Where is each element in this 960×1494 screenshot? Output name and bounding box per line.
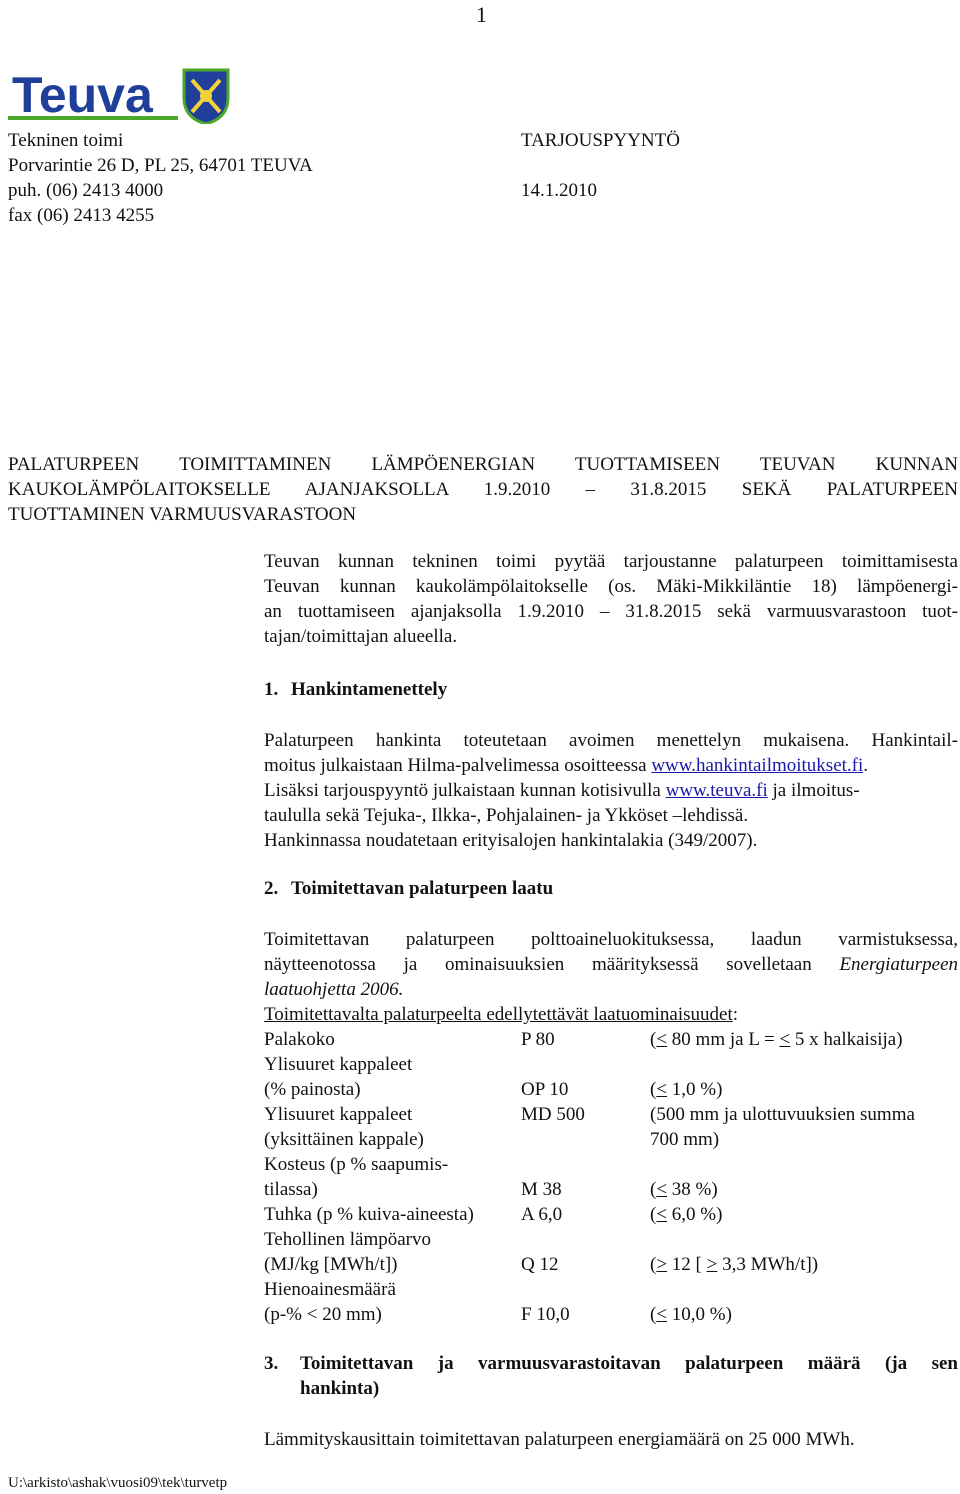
section-2-line-2-italic: Energiaturpeen bbox=[839, 954, 958, 975]
table-cell-property: (MJ/kg [MWh/t]) bbox=[264, 1254, 398, 1275]
table-limit-part: 1,0 %) bbox=[667, 1079, 723, 1100]
table-limit-part: < bbox=[656, 1179, 668, 1200]
section-1-heading bbox=[264, 677, 447, 702]
requirements-heading-text: Toimitettavalta palaturpeelta edellytettävät laatuominaisuudet bbox=[264, 1004, 733, 1025]
hilma-link[interactable]: www.hankintailmoitukset.fi bbox=[651, 755, 864, 776]
section-2-heading bbox=[264, 876, 553, 901]
intro-line-3: an tuottamiseen ajanjaksolla 1.9.2010 – 31.8.2015 sekä varmuusvarastoon tuot- bbox=[264, 601, 958, 622]
page-number: 1 bbox=[476, 2, 487, 27]
table-cell-class: P 80 bbox=[521, 1029, 555, 1050]
section-3-text: Lämmityskausittain toimitettavan palaturpeen energiamäärä on 25 000 MWh. bbox=[264, 1429, 855, 1450]
org-address: Porvarintie 26 D, PL 25, 64701 TEUVA bbox=[8, 155, 313, 176]
table-limit-part: > bbox=[656, 1254, 668, 1275]
table-cell-property: Tehollinen lämpöarvo bbox=[264, 1229, 431, 1250]
table-cell-property: Ylisuuret kappaleet bbox=[264, 1054, 413, 1075]
section-1-line-3-text: Lisäksi tarjouspyyntö julkaistaan kunnan kotisivulla bbox=[264, 780, 666, 801]
teuva-logo-graphic bbox=[8, 68, 230, 124]
logo-wordmark: Teuva bbox=[12, 68, 153, 123]
org-phone: puh. (06) 2413 4000 bbox=[8, 180, 164, 201]
table-cell-property: (yksittäinen kappale) bbox=[264, 1129, 424, 1150]
table-limit-part: 700 mm) bbox=[650, 1129, 720, 1150]
table-limit-part: 6,0 %) bbox=[667, 1204, 723, 1225]
table-limit-part: 5 x halkaisija) bbox=[790, 1029, 903, 1050]
org-name: Tekninen toimi bbox=[8, 130, 124, 151]
table-limit-part: ( bbox=[650, 1254, 657, 1275]
table-limit-part: < bbox=[656, 1079, 668, 1100]
section-2-line-1: Toimitettavan palaturpeen polttoaineluokituksessa, laadun varmistuksessa, bbox=[264, 929, 958, 950]
footer-file-path: U:\arkisto\ashak\vuosi09\tek\turvetp bbox=[8, 1475, 228, 1491]
table-limit-part: < bbox=[656, 1304, 668, 1325]
section-1-line-4: taululla sekä Tejuka-, Ilkka-, Pohjalainen- ja Ykköset –lehdissä. bbox=[264, 805, 749, 826]
section-2-number: 2. bbox=[264, 878, 279, 899]
section-1-number: 1. bbox=[264, 679, 279, 700]
section-2-line-2-text: näytteenotossa ja ominaisuuksien määrityksessä sovelletaan bbox=[264, 954, 840, 975]
table-limit-part: < bbox=[656, 1029, 668, 1050]
section-3-number: 3. bbox=[264, 1353, 279, 1374]
table-cell-limit bbox=[650, 1252, 818, 1277]
table-cell-property: tilassa) bbox=[264, 1179, 318, 1200]
table-cell-limit bbox=[650, 1102, 915, 1127]
table-cell-class: OP 10 bbox=[521, 1079, 569, 1100]
teuva-logo bbox=[8, 68, 230, 124]
table-cell-limit bbox=[650, 1177, 718, 1202]
table-cell-property: Ylisuuret kappaleet bbox=[264, 1104, 413, 1125]
table-cell-property: (% painosta) bbox=[264, 1079, 361, 1100]
title-line-1: PALATURPEEN TOIMITTAMINEN LÄMPÖENERGIAN TUOTTAMISEEN TEUVAN KUNNAN bbox=[8, 454, 958, 475]
table-cell-limit bbox=[650, 1027, 903, 1052]
table-limit-part: < bbox=[656, 1204, 668, 1225]
table-limit-part: ( bbox=[650, 1204, 657, 1225]
section-2-line-3: laatuohjetta 2006. bbox=[264, 979, 404, 1000]
section-1-line-3 bbox=[264, 778, 860, 803]
table-cell-property: Tuhka (p % kuiva-aineesta) bbox=[264, 1204, 474, 1225]
table-limit-part: ( bbox=[650, 1179, 657, 1200]
table-cell-class: M 38 bbox=[521, 1179, 562, 1200]
document-type: TARJOUSPYYNTÖ bbox=[521, 130, 680, 151]
table-limit-part: ( bbox=[650, 1304, 657, 1325]
title-line-2: KAUKOLÄMPÖLAITOKSELLE AJANJAKSOLLA 1.9.2010 – 31.8.2015 SEKÄ PALATURPEEN bbox=[8, 479, 958, 500]
table-cell-limit bbox=[650, 1302, 732, 1327]
section-2-line-2 bbox=[264, 952, 958, 977]
table-cell-property: Kosteus (p % saapumis- bbox=[264, 1154, 449, 1175]
intro-line-1: Teuvan kunnan tekninen toimi pyytää tarjoustanne palaturpeen toimittamisesta bbox=[264, 551, 958, 572]
section-1-line-5: Hankinnassa noudatetaan erityisalojen hankintalakia (349/2007). bbox=[264, 830, 758, 851]
requirements-heading bbox=[264, 1002, 738, 1027]
table-cell-class: F 10,0 bbox=[521, 1304, 570, 1325]
intro-line-2: Teuvan kunnan kaukolämpölaitokselle (os. Mäki-Mikkiläntie 18) lämpöenergi- bbox=[264, 576, 958, 597]
table-cell-limit bbox=[650, 1127, 719, 1152]
requirements-heading-colon: : bbox=[732, 1004, 739, 1025]
section-1-line-2 bbox=[264, 753, 868, 778]
document-date: 14.1.2010 bbox=[521, 180, 597, 201]
section-1-line-2-end: . bbox=[863, 755, 869, 776]
table-limit-part: (500 mm ja ulottuvuuksien summa bbox=[650, 1104, 915, 1125]
table-limit-part: 38 %) bbox=[667, 1179, 718, 1200]
teuva-website-link[interactable]: www.teuva.fi bbox=[665, 780, 768, 801]
table-limit-part: 3,3 MWh/t]) bbox=[717, 1254, 819, 1275]
title-line-3: TUOTTAMINEN VARMUUSVARASTOON bbox=[8, 504, 357, 525]
section-2-title: Toimitettavan palaturpeen laatu bbox=[291, 878, 554, 899]
table-cell-property: Hienoainesmäärä bbox=[264, 1279, 396, 1300]
section-3-heading-line-2: hankinta) bbox=[300, 1378, 380, 1399]
teuva-coat-of-arms-icon bbox=[184, 70, 228, 124]
org-fax: fax (06) 2413 4255 bbox=[8, 205, 155, 226]
table-limit-part: ( bbox=[650, 1079, 657, 1100]
intro-line-4: tajan/toimittajan alueella. bbox=[264, 626, 458, 647]
section-1-line-2-text: moitus julkaistaan Hilma-palvelimessa osoitteessa bbox=[264, 755, 652, 776]
table-cell-class: MD 500 bbox=[521, 1104, 585, 1125]
table-cell-limit bbox=[650, 1077, 722, 1102]
table-limit-part: 12 [ bbox=[667, 1254, 707, 1275]
table-limit-part: 80 mm ja L = bbox=[667, 1029, 780, 1050]
table-cell-property: Palakoko bbox=[264, 1029, 335, 1050]
table-limit-part: > bbox=[706, 1254, 718, 1275]
section-3-heading-line-1: Toimitettavan ja varmuusvarastoitavan palaturpeen määrä (ja sen bbox=[300, 1353, 958, 1374]
table-cell-class: Q 12 bbox=[521, 1254, 559, 1275]
table-limit-part: ( bbox=[650, 1029, 657, 1050]
section-1-line-3-end: ja ilmoitus- bbox=[767, 780, 860, 801]
table-limit-part: 10,0 %) bbox=[667, 1304, 732, 1325]
table-cell-limit bbox=[650, 1202, 722, 1227]
table-limit-part: < bbox=[779, 1029, 791, 1050]
table-cell-class: A 6,0 bbox=[521, 1204, 563, 1225]
section-1-title: Hankintamenettely bbox=[291, 679, 448, 700]
table-cell-property: (p-% < 20 mm) bbox=[264, 1304, 382, 1325]
section-1-line-1: Palaturpeen hankinta toteutetaan avoimen menettelyn mukaisena. Hankintail- bbox=[264, 730, 958, 751]
